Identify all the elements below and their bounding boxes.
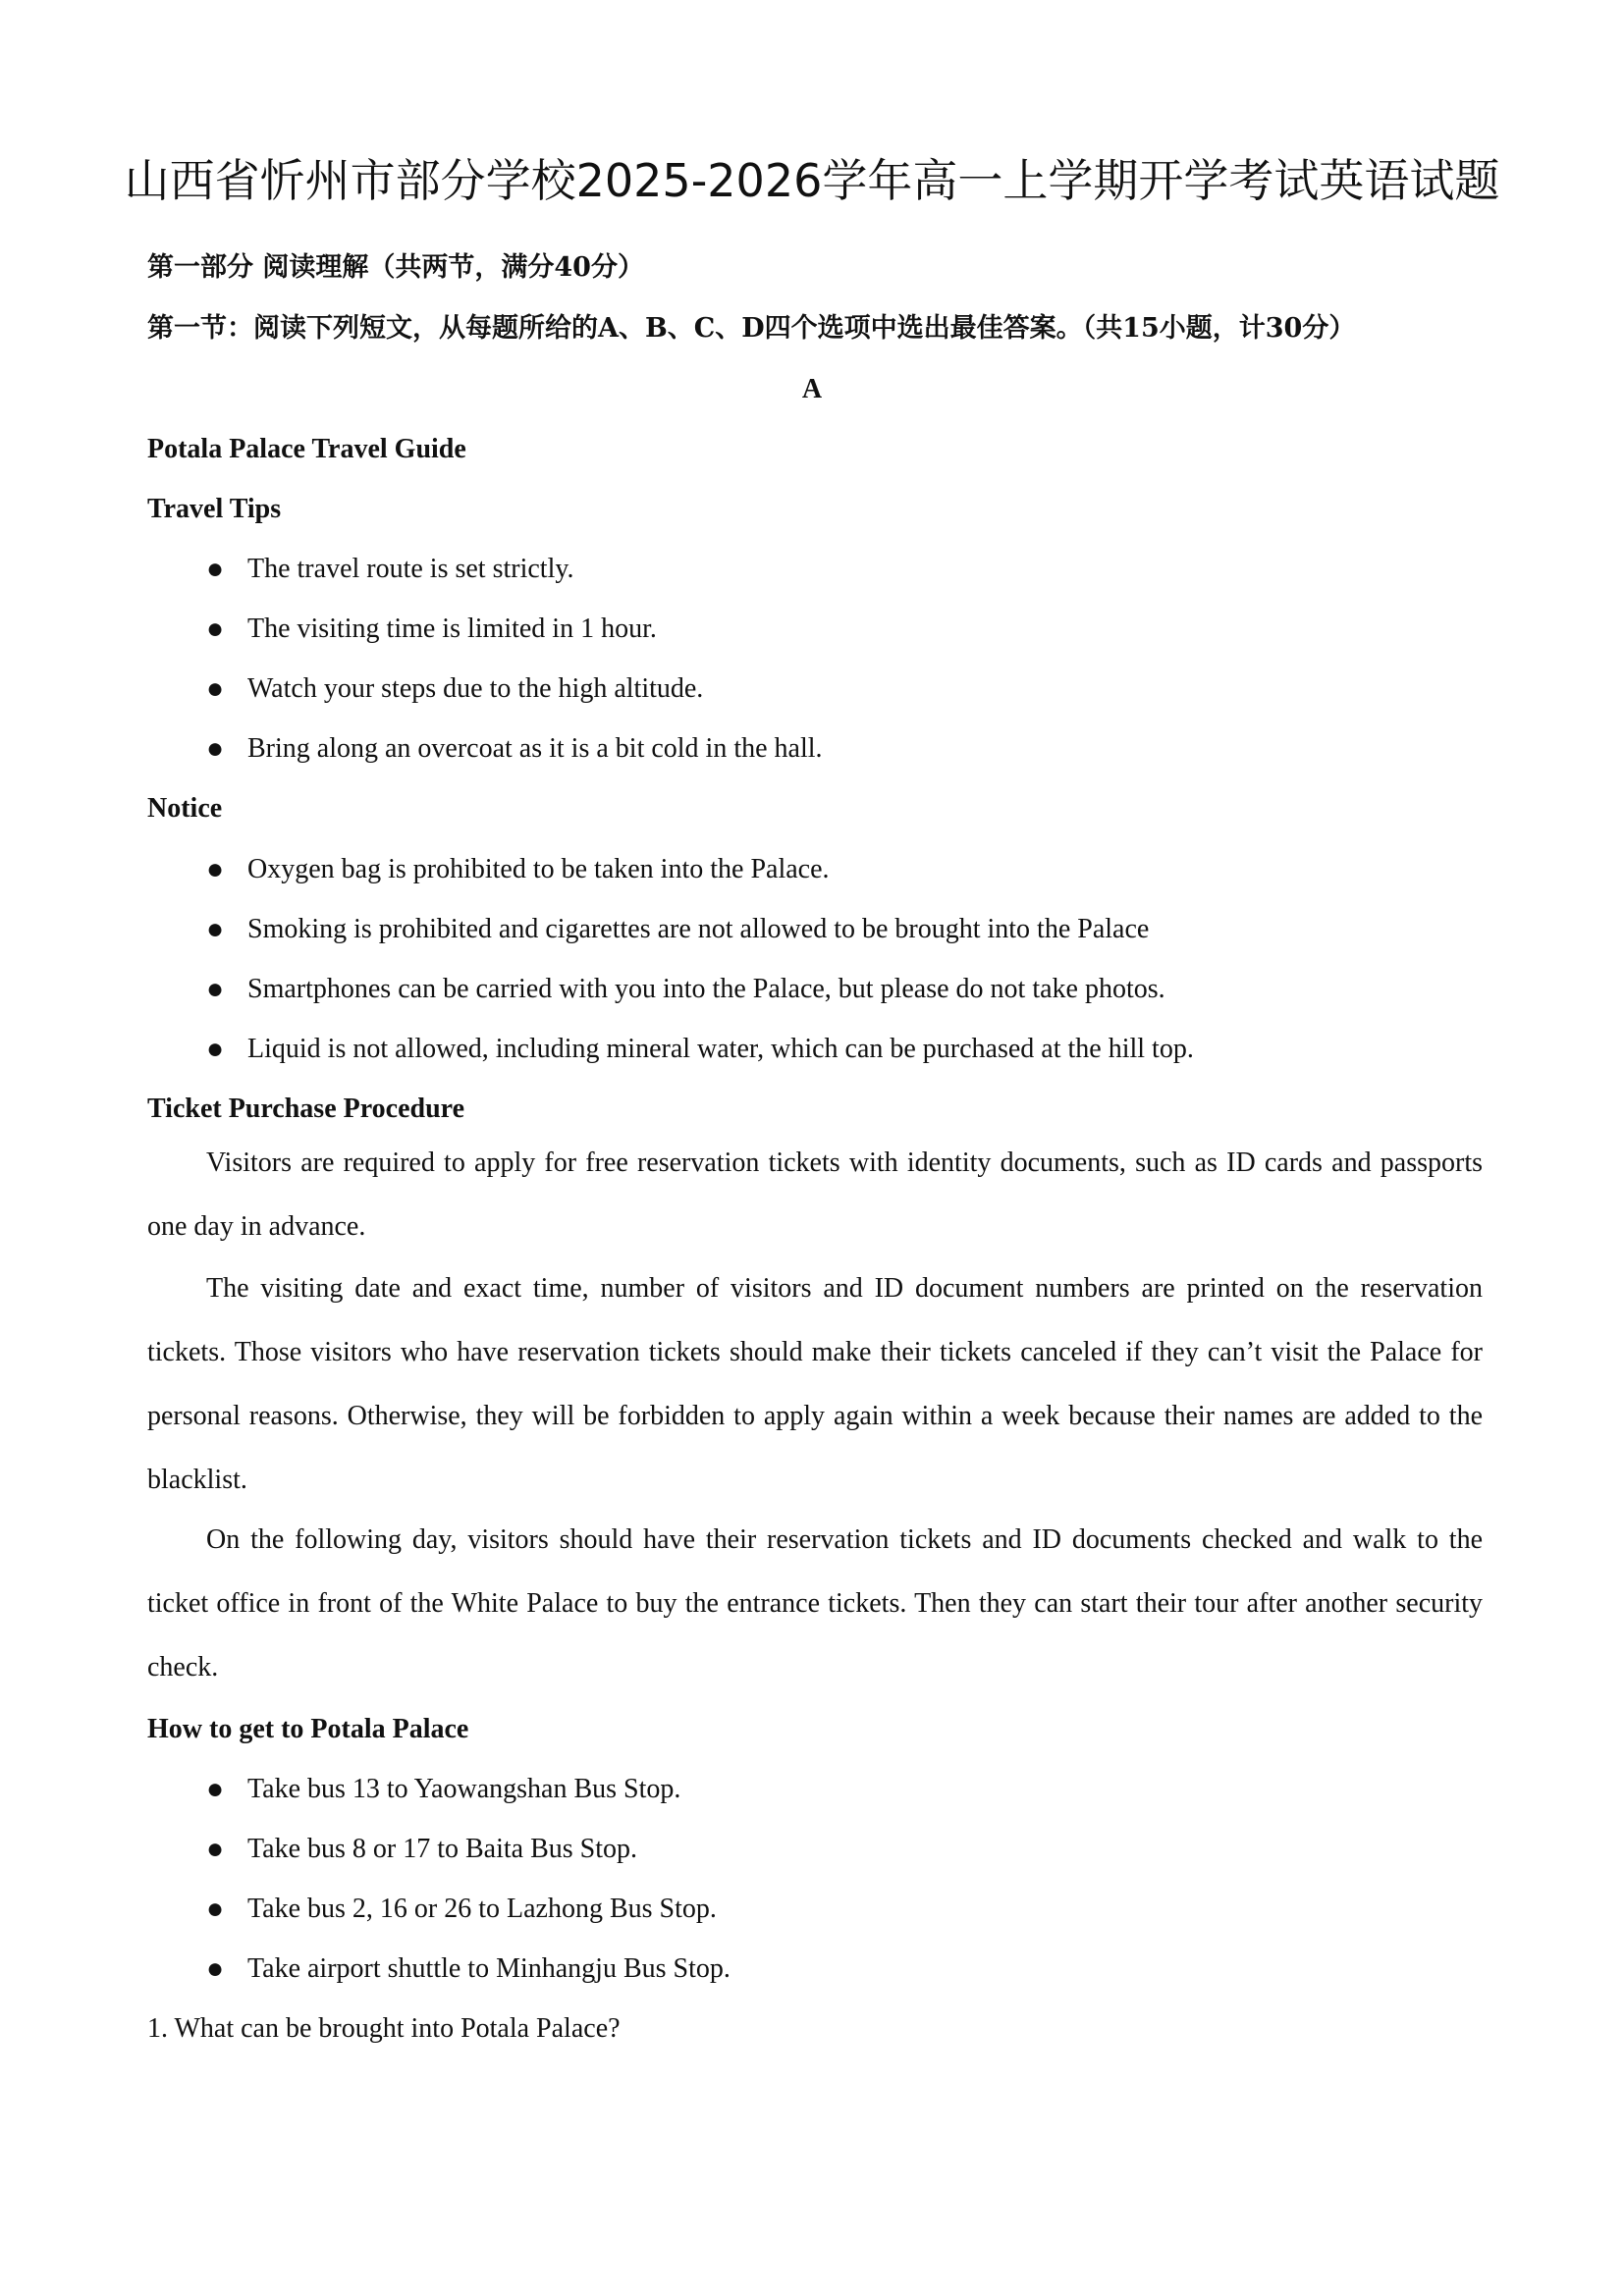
list-item-text: Take bus 2, 16 or 26 to Lazhong Bus Stop. [247, 1894, 717, 1924]
exam-title: 山西省忻州市部分学校2025-2026学年高一上学期开学考试英语试题 [124, 154, 1500, 207]
bullet-icon: ● [206, 613, 225, 645]
bullet-icon: ● [206, 853, 225, 885]
bullet-icon: ● [206, 1893, 225, 1925]
question-1: 1. What can be brought into Potala Palace? [147, 2013, 621, 2044]
bullet-icon: ● [206, 973, 225, 1005]
bullet-icon: ● [206, 913, 225, 945]
list-item-text: Take airport shuttle to Minhangju Bus Stop. [247, 1953, 731, 1984]
bullet-icon: ● [206, 1773, 225, 1805]
list-item-text: Take bus 8 or 17 to Baita Bus Stop. [247, 1834, 638, 1864]
bullet-icon: ● [206, 732, 225, 765]
list-item-text: Liquid is not allowed, including mineral water, which can be purchased at the hill top. [247, 1034, 1194, 1064]
notice-heading: Notice [147, 793, 223, 824]
section-heading: 第一节：阅读下列短文，从每题所给的A、B、C、D四个选项中选出最佳答案。（共15小题，计30分） [147, 313, 1356, 344]
ticket-heading: Ticket Purchase Procedure [147, 1094, 464, 1124]
list-item-text: Take bus 13 to Yaowangshan Bus Stop. [247, 1774, 681, 1804]
list-item-text: Smartphones can be carried with you into the Palace, but please do not take photos. [247, 974, 1165, 1004]
list-item-text: Oxygen bag is prohibited to be taken into the Palace. [247, 854, 830, 884]
directions-heading: How to get to Potala Palace [147, 1714, 469, 1744]
list-item-text: Smoking is prohibited and cigarettes are not allowed to be brought into the Palace [247, 914, 1150, 944]
passage-title: Potala Palace Travel Guide [147, 434, 466, 464]
bullet-icon: ● [206, 1952, 225, 1985]
list-item-text: The visiting time is limited in 1 hour. [247, 614, 657, 644]
bullet-icon: ● [206, 1833, 225, 1865]
bullet-icon: ● [206, 553, 225, 585]
list-item-text: The travel route is set strictly. [247, 554, 574, 584]
list-item-text: Watch your steps due to the high altitude. [247, 673, 704, 704]
ticket-paragraph: Visitors are required to apply for free reservation tickets with identity documents, such as ID cards and passports one day in advance. [147, 1148, 1483, 1242]
ticket-paragraph: The visiting date and exact time, number of visitors and ID document numbers are printed on the reservation tickets. Those visitors who have reservation tickets should make their tickets canceled if they can’t visit the Palace for personal reasons. Otherwise, they will be forbidden to apply again within a week because their names are added to the blacklist. [147, 1273, 1483, 1495]
bullet-icon: ● [206, 672, 225, 705]
bullet-icon: ● [206, 1033, 225, 1065]
passage-letter: A [801, 374, 823, 404]
ticket-paragraph: On the following day, visitors should have their reservation tickets and ID documents checked and walk to the ticket office in front of the White Palace to buy the entrance tickets. Then they can start their tour after another security check. [147, 1524, 1483, 1682]
list-item-text: Bring along an overcoat as it is a bit cold in the hall. [247, 733, 823, 764]
part-heading: 第一部分 阅读理解（共两节，满分40分） [147, 252, 644, 283]
travel-tips-heading: Travel Tips [147, 494, 282, 524]
